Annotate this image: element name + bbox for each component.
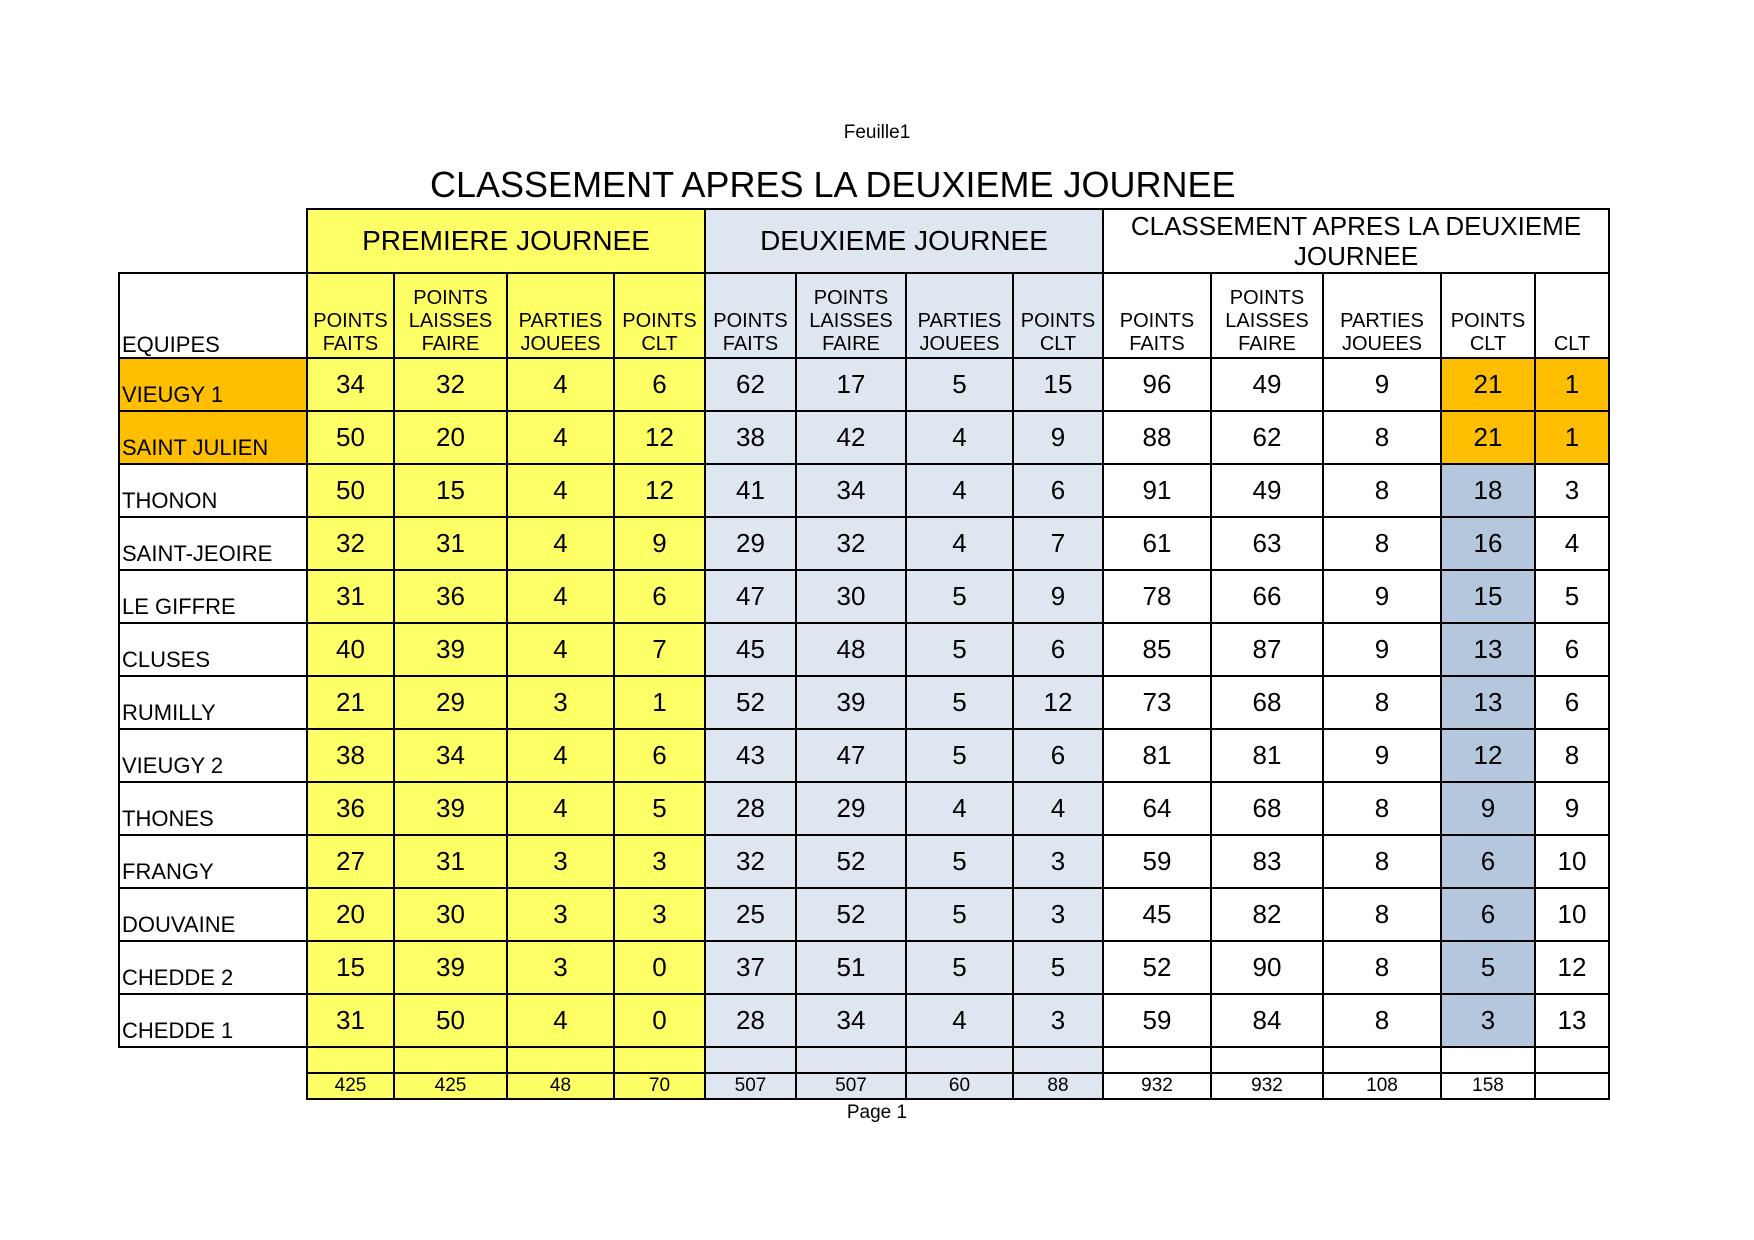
header-j1-points-clt: POINTS CLT (614, 273, 705, 358)
j1-parties-cell: 3 (507, 888, 614, 941)
total-points-clt-cell: 6 (1441, 888, 1535, 941)
group-first-day: PREMIERE JOURNEE (307, 209, 705, 273)
j1-parties-cell: 4 (507, 570, 614, 623)
total-points-faits-cell: 88 (1103, 411, 1211, 464)
header-clt: CLT (1535, 273, 1609, 358)
j2-parties-cell: 4 (906, 782, 1013, 835)
j2-points-clt-cell: 7 (1013, 517, 1103, 570)
j1-points-clt-cell: 3 (614, 835, 705, 888)
table-row (119, 994, 1609, 1047)
j1-parties-cell: 3 (507, 676, 614, 729)
j1-points-laisses-cell: 39 (394, 782, 507, 835)
total-points-clt-cell: 21 (1441, 411, 1535, 464)
total-points-faits-cell: 64 (1103, 782, 1211, 835)
j1-points-clt-cell: 7 (614, 623, 705, 676)
j2-points-faits-cell: 43 (705, 729, 796, 782)
j2-points-laisses-cell: 34 (796, 994, 906, 1047)
rank-cell: 1 (1535, 411, 1609, 464)
j2-parties-cell: 4 (906, 517, 1013, 570)
sheet-name: Feuille1 (843, 122, 911, 143)
table-row (119, 941, 1609, 994)
empty-cell (1323, 1047, 1441, 1073)
total-parties-cell: 8 (1323, 835, 1441, 888)
total-points-faits-cell: 81 (1103, 729, 1211, 782)
j2-points-laisses-cell: 39 (796, 676, 906, 729)
total-parties-cell: 9 (1323, 358, 1441, 411)
total-points-laisses-cell: 68 (1211, 676, 1323, 729)
empty-cell (1535, 1047, 1609, 1073)
j2-points-faits-cell: 62 (705, 358, 796, 411)
j2-points-clt-cell: 12 (1013, 676, 1103, 729)
j2-points-clt-cell: 6 (1013, 464, 1103, 517)
team-name-cell: SAINT JULIEN (119, 411, 307, 464)
total-points-faits-cell: 45 (1103, 888, 1211, 941)
table-row (119, 676, 1609, 729)
total-points-faits-cell: 78 (1103, 570, 1211, 623)
empty-cell (705, 1047, 796, 1073)
j1-points-laisses-cell: 39 (394, 941, 507, 994)
rank-cell: 8 (1535, 729, 1609, 782)
header-j2-points-clt: POINTS CLT (1013, 273, 1103, 358)
j1-points-faits-cell: 15 (307, 941, 394, 994)
header-tot-points-clt: POINTS CLT (1441, 273, 1535, 358)
empty-cell (1013, 1047, 1103, 1073)
j1-points-laisses-cell: 15 (394, 464, 507, 517)
j2-points-faits-cell: 52 (705, 676, 796, 729)
tot-points-laisses-total: 932 (1211, 1073, 1323, 1099)
j1-points-laisses-cell: 20 (394, 411, 507, 464)
rank-cell: 13 (1535, 994, 1609, 1047)
j1-parties-cell: 3 (507, 835, 614, 888)
j2-parties-cell: 5 (906, 676, 1013, 729)
empty-cell (796, 1047, 906, 1073)
total-points-clt-cell: 21 (1441, 358, 1535, 411)
total-points-laisses-cell: 82 (1211, 888, 1323, 941)
team-name-cell: CHEDDE 1 (119, 994, 307, 1047)
rank-cell: 12 (1535, 941, 1609, 994)
header-tot-points-laisses: POINTS LAISSES FAIRE (1211, 273, 1323, 358)
total-points-faits-cell: 61 (1103, 517, 1211, 570)
j1-parties-total: 48 (507, 1073, 614, 1099)
total-parties-cell: 9 (1323, 570, 1441, 623)
total-points-laisses-cell: 84 (1211, 994, 1323, 1047)
total-points-faits-cell: 59 (1103, 994, 1211, 1047)
total-parties-cell: 9 (1323, 623, 1441, 676)
team-name-cell: FRANGY (119, 835, 307, 888)
total-parties-cell: 8 (1323, 676, 1441, 729)
total-parties-cell: 8 (1323, 464, 1441, 517)
total-points-clt-cell: 15 (1441, 570, 1535, 623)
total-parties-cell: 9 (1323, 729, 1441, 782)
j1-parties-cell: 4 (507, 994, 614, 1047)
rank-cell: 3 (1535, 464, 1609, 517)
j1-points-faits-cell: 27 (307, 835, 394, 888)
total-points-laisses-cell: 87 (1211, 623, 1323, 676)
j1-points-clt-cell: 12 (614, 411, 705, 464)
j1-parties-cell: 4 (507, 782, 614, 835)
total-points-laisses-cell: 66 (1211, 570, 1323, 623)
total-points-faits-cell: 96 (1103, 358, 1211, 411)
group-header-row (119, 209, 1609, 273)
standings-table (118, 208, 1610, 1100)
j2-points-clt-cell: 4 (1013, 782, 1103, 835)
page-footer: Page 1 (846, 1102, 908, 1123)
j1-parties-cell: 4 (507, 623, 614, 676)
empty-cell (119, 1047, 307, 1073)
j1-points-faits-cell: 38 (307, 729, 394, 782)
total-points-clt-cell: 16 (1441, 517, 1535, 570)
team-name-cell: CLUSES (119, 623, 307, 676)
team-name-cell: VIEUGY 2 (119, 729, 307, 782)
j2-parties-cell: 5 (906, 941, 1013, 994)
j1-points-faits-cell: 50 (307, 411, 394, 464)
header-j1-points-laisses: POINTS LAISSES FAIRE (394, 273, 507, 358)
table-row (119, 570, 1609, 623)
empty-cell (507, 1047, 614, 1073)
table-row (119, 464, 1609, 517)
header-j2-parties: PARTIES JOUEES (906, 273, 1013, 358)
j2-points-clt-cell: 9 (1013, 411, 1103, 464)
empty-cell (119, 1073, 307, 1099)
header-j1-parties: PARTIES JOUEES (507, 273, 614, 358)
rank-total (1535, 1073, 1609, 1099)
total-points-faits-cell: 85 (1103, 623, 1211, 676)
total-points-clt-cell: 12 (1441, 729, 1535, 782)
j2-parties-cell: 4 (906, 464, 1013, 517)
header-team: EQUIPES (119, 273, 307, 358)
j1-points-clt-cell: 0 (614, 994, 705, 1047)
total-points-faits-cell: 91 (1103, 464, 1211, 517)
j2-points-laisses-cell: 34 (796, 464, 906, 517)
j1-points-clt-cell: 6 (614, 729, 705, 782)
j2-points-clt-cell: 15 (1013, 358, 1103, 411)
total-points-clt-cell: 3 (1441, 994, 1535, 1047)
rank-cell: 4 (1535, 517, 1609, 570)
j1-points-clt-cell: 9 (614, 517, 705, 570)
total-parties-cell: 8 (1323, 411, 1441, 464)
j2-parties-cell: 5 (906, 623, 1013, 676)
total-points-clt-cell: 13 (1441, 676, 1535, 729)
group-overall: CLASSEMENT APRES LA DEUXIEME JOURNEE (1103, 209, 1609, 273)
team-name-cell: VIEUGY 1 (119, 358, 307, 411)
tot-points-faits-total: 932 (1103, 1073, 1211, 1099)
rank-cell: 9 (1535, 782, 1609, 835)
header-j1-points-faits: POINTS FAITS (307, 273, 394, 358)
total-points-clt-cell: 5 (1441, 941, 1535, 994)
j1-points-clt-cell: 0 (614, 941, 705, 994)
team-name-cell: THONES (119, 782, 307, 835)
total-points-laisses-cell: 83 (1211, 835, 1323, 888)
table-row (119, 358, 1609, 411)
j2-points-faits-cell: 45 (705, 623, 796, 676)
j1-points-laisses-cell: 31 (394, 835, 507, 888)
j2-points-laisses-cell: 51 (796, 941, 906, 994)
j1-points-faits-cell: 21 (307, 676, 394, 729)
j1-points-laisses-cell: 36 (394, 570, 507, 623)
total-points-laisses-cell: 81 (1211, 729, 1323, 782)
j2-points-laisses-cell: 30 (796, 570, 906, 623)
j2-points-faits-cell: 28 (705, 782, 796, 835)
j1-parties-cell: 3 (507, 941, 614, 994)
team-name-cell: THONON (119, 464, 307, 517)
empty-cell (1441, 1047, 1535, 1073)
j1-points-clt-cell: 6 (614, 570, 705, 623)
j2-points-faits-cell: 29 (705, 517, 796, 570)
total-points-laisses-cell: 63 (1211, 517, 1323, 570)
rank-cell: 6 (1535, 623, 1609, 676)
j2-points-faits-cell: 37 (705, 941, 796, 994)
j1-points-laisses-cell: 30 (394, 888, 507, 941)
j1-points-laisses-cell: 50 (394, 994, 507, 1047)
total-points-faits-cell: 59 (1103, 835, 1211, 888)
j1-parties-cell: 4 (507, 464, 614, 517)
empty-cell (906, 1047, 1013, 1073)
header-j2-points-faits: POINTS FAITS (705, 273, 796, 358)
j2-points-clt-total: 88 (1013, 1073, 1103, 1099)
column-header-row (119, 273, 1609, 358)
team-name-cell: SAINT-JEOIRE (119, 517, 307, 570)
total-points-laisses-cell: 62 (1211, 411, 1323, 464)
j2-parties-cell: 5 (906, 888, 1013, 941)
j1-points-faits-cell: 36 (307, 782, 394, 835)
j2-parties-total: 60 (906, 1073, 1013, 1099)
total-points-clt-cell: 18 (1441, 464, 1535, 517)
j2-parties-cell: 5 (906, 570, 1013, 623)
j2-points-laisses-cell: 17 (796, 358, 906, 411)
total-parties-cell: 8 (1323, 994, 1441, 1047)
j1-points-clt-total: 70 (614, 1073, 705, 1099)
rank-cell: 1 (1535, 358, 1609, 411)
table-row (119, 411, 1609, 464)
table-row (119, 729, 1609, 782)
tot-parties-total: 108 (1323, 1073, 1441, 1099)
j2-points-laisses-cell: 48 (796, 623, 906, 676)
j2-points-laisses-cell: 32 (796, 517, 906, 570)
j2-points-laisses-cell: 29 (796, 782, 906, 835)
j2-points-faits-cell: 28 (705, 994, 796, 1047)
j1-points-clt-cell: 6 (614, 358, 705, 411)
header-j2-points-laisses: POINTS LAISSES FAIRE (796, 273, 906, 358)
j2-points-faits-cell: 38 (705, 411, 796, 464)
total-points-faits-cell: 73 (1103, 676, 1211, 729)
j2-points-clt-cell: 3 (1013, 888, 1103, 941)
rank-cell: 6 (1535, 676, 1609, 729)
empty-cell (394, 1047, 507, 1073)
total-points-clt-cell: 6 (1441, 835, 1535, 888)
j2-points-laisses-cell: 52 (796, 835, 906, 888)
table-row (119, 835, 1609, 888)
empty-cell (1211, 1047, 1323, 1073)
j1-points-clt-cell: 5 (614, 782, 705, 835)
j2-parties-cell: 4 (906, 411, 1013, 464)
j1-parties-cell: 4 (507, 517, 614, 570)
table-row (119, 517, 1609, 570)
tot-points-clt-total: 158 (1441, 1073, 1535, 1099)
total-points-faits-cell: 52 (1103, 941, 1211, 994)
j2-points-faits-cell: 32 (705, 835, 796, 888)
j2-points-clt-cell: 3 (1013, 835, 1103, 888)
j1-points-laisses-cell: 32 (394, 358, 507, 411)
total-points-laisses-cell: 49 (1211, 358, 1323, 411)
j2-points-faits-cell: 41 (705, 464, 796, 517)
j1-points-clt-cell: 3 (614, 888, 705, 941)
total-parties-cell: 8 (1323, 888, 1441, 941)
j2-points-clt-cell: 9 (1013, 570, 1103, 623)
j2-points-faits-total: 507 (705, 1073, 796, 1099)
total-points-clt-cell: 13 (1441, 623, 1535, 676)
total-parties-cell: 8 (1323, 517, 1441, 570)
total-points-laisses-cell: 49 (1211, 464, 1323, 517)
rank-cell: 10 (1535, 835, 1609, 888)
j1-points-faits-total: 425 (307, 1073, 394, 1099)
total-points-clt-cell: 9 (1441, 782, 1535, 835)
j2-parties-cell: 5 (906, 729, 1013, 782)
j2-parties-cell: 5 (906, 358, 1013, 411)
total-parties-cell: 8 (1323, 941, 1441, 994)
j1-parties-cell: 4 (507, 411, 614, 464)
j1-points-faits-cell: 31 (307, 994, 394, 1047)
j1-points-laisses-cell: 34 (394, 729, 507, 782)
group-second-day: DEUXIEME JOURNEE (705, 209, 1103, 273)
team-name-cell: RUMILLY (119, 676, 307, 729)
j2-points-faits-cell: 25 (705, 888, 796, 941)
j2-points-laisses-cell: 52 (796, 888, 906, 941)
empty-cell (1103, 1047, 1211, 1073)
j1-points-laisses-cell: 39 (394, 623, 507, 676)
j1-points-faits-cell: 20 (307, 888, 394, 941)
j1-points-faits-cell: 34 (307, 358, 394, 411)
empty-row (119, 1047, 1609, 1073)
header-tot-parties: PARTIES JOUEES (1323, 273, 1441, 358)
j1-points-clt-cell: 1 (614, 676, 705, 729)
rank-cell: 10 (1535, 888, 1609, 941)
empty-cell (614, 1047, 705, 1073)
team-name-cell: DOUVAINE (119, 888, 307, 941)
total-points-laisses-cell: 90 (1211, 941, 1323, 994)
totals-row (119, 1073, 1609, 1099)
j1-points-faits-cell: 31 (307, 570, 394, 623)
rank-cell: 5 (1535, 570, 1609, 623)
j2-points-clt-cell: 6 (1013, 729, 1103, 782)
j1-parties-cell: 4 (507, 358, 614, 411)
table-row (119, 888, 1609, 941)
j1-points-clt-cell: 12 (614, 464, 705, 517)
j1-points-faits-cell: 50 (307, 464, 394, 517)
j1-points-laisses-total: 425 (394, 1073, 507, 1099)
j2-points-clt-cell: 6 (1013, 623, 1103, 676)
team-name-cell: LE GIFFRE (119, 570, 307, 623)
total-points-laisses-cell: 68 (1211, 782, 1323, 835)
empty-cell (307, 1047, 394, 1073)
j2-points-laisses-cell: 42 (796, 411, 906, 464)
header-tot-points-faits: POINTS FAITS (1103, 273, 1211, 358)
j1-points-faits-cell: 40 (307, 623, 394, 676)
j2-parties-cell: 5 (906, 835, 1013, 888)
page-title: CLASSEMENT APRES LA DEUXIEME JOURNEE (430, 164, 1236, 205)
team-name-cell: CHEDDE 2 (119, 941, 307, 994)
j2-points-laisses-total: 507 (796, 1073, 906, 1099)
j2-points-clt-cell: 3 (1013, 994, 1103, 1047)
total-parties-cell: 8 (1323, 782, 1441, 835)
j1-points-faits-cell: 32 (307, 517, 394, 570)
j1-points-laisses-cell: 31 (394, 517, 507, 570)
j2-points-laisses-cell: 47 (796, 729, 906, 782)
j2-points-clt-cell: 5 (1013, 941, 1103, 994)
table-row (119, 782, 1609, 835)
j2-points-faits-cell: 47 (705, 570, 796, 623)
j1-points-laisses-cell: 29 (394, 676, 507, 729)
j2-parties-cell: 4 (906, 994, 1013, 1047)
empty-corner-cell (119, 209, 307, 273)
j1-parties-cell: 4 (507, 729, 614, 782)
table-row (119, 623, 1609, 676)
